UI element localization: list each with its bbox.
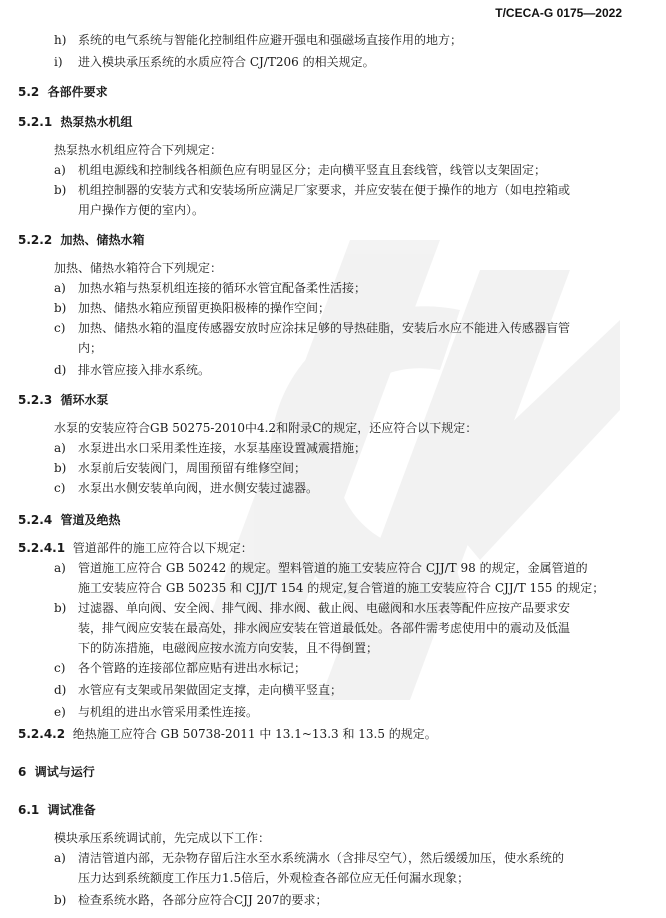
- paragraph: 加热、储热水箱符合下列规定：: [54, 261, 223, 275]
- subsection-clause: 5.2.4.1 管道部件的施工应符合以下规定：: [18, 541, 253, 555]
- paragraph: 热泵热水机组应符合下列规定：: [54, 143, 223, 157]
- subsection-clause: 5.2.4.2 绝热施工应符合 GB 50738-2011 中 13.1~13.3 和 13.5 的规定。: [18, 727, 437, 741]
- chapter-heading: 6 调试与运行: [18, 765, 95, 779]
- section-heading: 5.2.1 热泵热水机组: [18, 115, 133, 129]
- list-item-continuation: 装，排气阀应安装在最高处，排水阀应安装在管道最低处。各部件需考虑使用中的震动及低温: [78, 621, 571, 635]
- list-item-continuation: 下的防冻措施，电磁阀应按水流方向安装，且不得倒置；: [78, 641, 379, 655]
- paragraph: 模块承压系统调试前，先完成以下工作：: [54, 831, 271, 845]
- section-heading: 5.2.4 管道及绝热: [18, 513, 121, 527]
- section-heading: 5.2 各部件要求: [18, 85, 108, 99]
- section-heading: 5.2.3 循环水泵: [18, 393, 109, 407]
- document-code: T/CECA-G 0175—2022: [495, 6, 622, 20]
- section-heading: 5.2.2 加热、储热水箱: [18, 233, 145, 247]
- list-item-continuation: 施工安装应符合 GB 50235 和 CJJ/T 154 的规定,复合管道的施工安装应符合 CJJ/T 155 的规定；: [78, 581, 605, 595]
- list-item-continuation: 用户操作方便的室内）。: [78, 203, 205, 217]
- paragraph: 水泵的安装应符合GB 50275-2010中4.2和附录C的规定，还应符合以下规定：: [54, 421, 478, 435]
- list-item-continuation: 压力达到系统额度工作压力1.5倍后，外观检查各部位应无任何漏水现象；: [78, 871, 470, 885]
- section-heading: 6.1 调试准备: [18, 803, 96, 817]
- list-item-continuation: 内；: [78, 341, 103, 355]
